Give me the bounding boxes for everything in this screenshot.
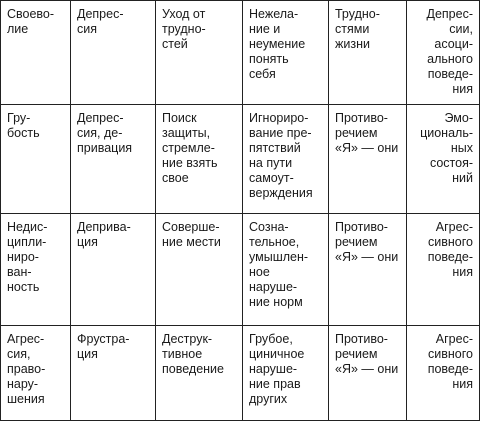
table-cell: Противо- речием «Я» — они — [329, 214, 407, 326]
table-cell: Гру- бость — [1, 105, 71, 214]
table-cell: Агрес- сивного поведе- ния — [407, 214, 480, 326]
table-row — [1, 1, 480, 105]
table-row — [1, 326, 480, 421]
table-cell: Эмо- циональ- ных состоя- ний — [407, 105, 480, 214]
table-cell: Трудно- стями жизни — [329, 1, 407, 105]
table-row — [1, 105, 480, 214]
table-cell: Агрес- сия, право- нару- шения — [1, 326, 71, 421]
table-cell: Созна- тельное, умышлен- ное наруше- ние норм — [243, 214, 329, 326]
table-cell: Нежела- ние и неумение понять себя — [243, 1, 329, 105]
table-cell: Деприва- ция — [71, 214, 156, 326]
table-cell: Противо- речием «Я» — они — [329, 105, 407, 214]
table-cell: Деструк- тивное поведение — [156, 326, 243, 421]
table-cell: Агрес- сивного поведе- ния — [407, 326, 480, 421]
table-cell: Поиск защиты, стремле- ние взять свое — [156, 105, 243, 214]
table-cell: Недис- ципли- ниро- ван- ность — [1, 214, 71, 326]
table-cell: Депрес- сия — [71, 1, 156, 105]
table-row — [1, 214, 480, 326]
table-cell: Депрес- сии, асоци- ального поведе- ния — [407, 1, 480, 105]
table-cell: Фрустра- ция — [71, 326, 156, 421]
table-cell: Своево- лие — [1, 1, 71, 105]
table-cell: Соверше- ние мести — [156, 214, 243, 326]
table-cell: Игнориро- вание пре- пятствий на пути самоут- верждения — [243, 105, 329, 214]
table-cell: Депрес- сия, де- привация — [71, 105, 156, 214]
table-cell: Уход от трудно- стей — [156, 1, 243, 105]
table-cell: Грубое, циничное наруше- ние прав других — [243, 326, 329, 421]
table-cell: Противо- речием «Я» — они — [329, 326, 407, 421]
